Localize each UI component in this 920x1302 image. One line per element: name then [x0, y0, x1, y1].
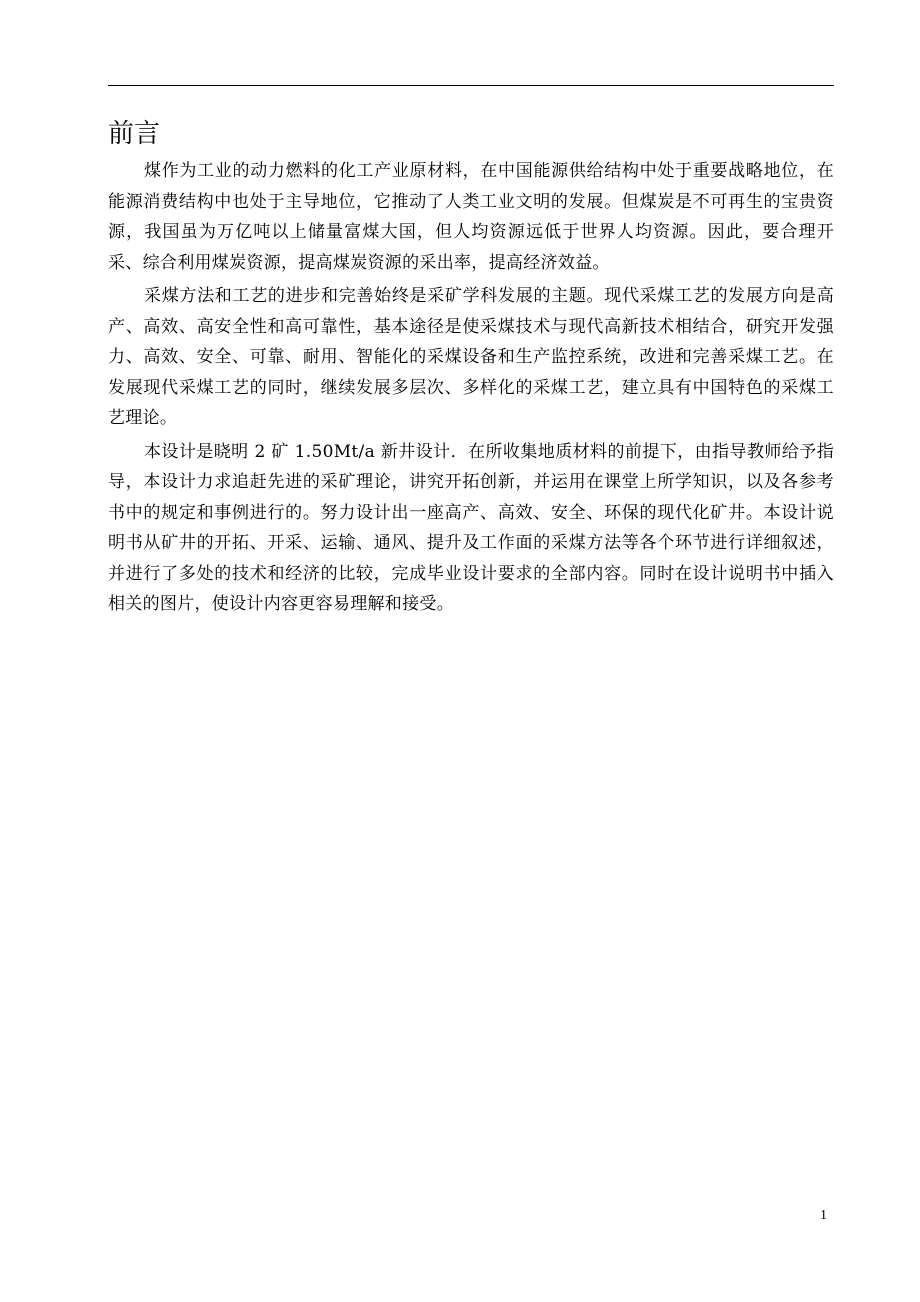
- body-text: [108, 156, 834, 620]
- paragraph-3: 本设计是晓明 2 矿 1.50Mt/a 新井设计．在所收集地质材料的前提下，由指导教师给予指导，本设计力求追赶先进的采矿理论，讲究开拓创新，并运用在课堂上所学知识，以及各参考书中的规定和事例进行的。努力设计出一座高产、高效、安全、环保的现代化矿井。本设计说明书从矿井的开拓、开采、运输、通风、提升及工作面的采煤方法等各个环节进行详细叙述，并进行了多处的技术和经济的比较，完成毕业设计要求的全部内容。同时在设计说明书中插入相关的图片，使设计内容更容易理解和接受。: [108, 441, 834, 614]
- paragraph-2: 采煤方法和工艺的进步和完善始终是采矿学科发展的主题。现代采煤工艺的发展方向是高产、高效、高安全性和高可靠性，基本途径是使采煤技术与现代高新技术相结合，研究开发强力、高效、安全、可靠、耐用、智能化的采煤设备和生产监控系统，改进和完善采煤工艺。在发展现代采煤工艺的同时，继续发展多层次、多样化的采煤工艺，建立具有中国特色的采煤工艺理论。: [108, 286, 834, 428]
- section-title: 前言: [108, 119, 161, 149]
- paragraph-1: 煤作为工业的动力燃料的化工产业原材料，在中国能源供给结构中处于重要战略地位，在能源消费结构中也处于主导地位，它推动了人类工业文明的发展。但煤炭是不可再生的宝贵资源，我国虽为万亿吨以上储量富煤大国，但人均资源远低于世界人均资源。因此，要合理开采、综合利用煤炭资源，提高煤炭资源的采出率，提高经济效益。: [108, 161, 834, 273]
- header-rule: [108, 85, 834, 86]
- page-number: 1: [820, 1208, 827, 1223]
